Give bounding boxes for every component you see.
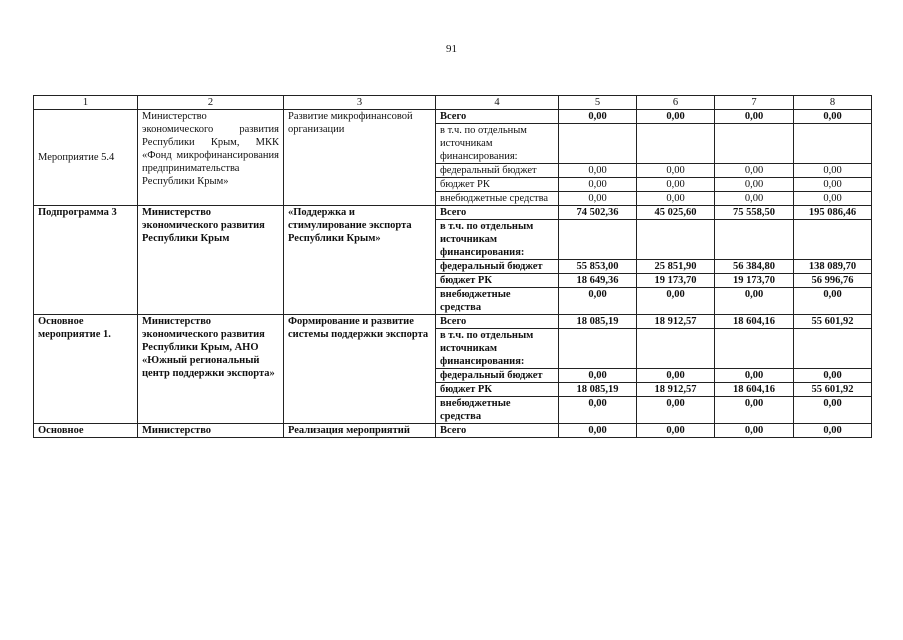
table-row: [34, 315, 872, 329]
amount-cell: 0,00: [794, 424, 872, 438]
amount-cell: 19 173,70: [715, 274, 794, 288]
amount-cell: 0,00: [637, 110, 715, 124]
amount-cell: 0,00: [637, 192, 715, 206]
column-header: 7: [715, 96, 794, 110]
column-header: 4: [436, 96, 559, 110]
measure-name-cell: Формирование и развитие системы поддержки экспорта: [284, 315, 436, 424]
event-cell: Подпрограмма 3: [34, 206, 138, 315]
source-label: внебюджетные средства: [436, 192, 559, 206]
event-cell: Мероприятие 5.4: [34, 110, 138, 206]
amount-cell: [794, 124, 872, 164]
amount-cell: 0,00: [559, 369, 637, 383]
source-label: бюджет РК: [436, 178, 559, 192]
source-label: Всего: [436, 206, 559, 220]
amount-cell: 0,00: [715, 369, 794, 383]
amount-cell: 0,00: [794, 192, 872, 206]
amount-cell: 0,00: [559, 110, 637, 124]
amount-cell: 0,00: [794, 110, 872, 124]
amount-cell: 45 025,60: [637, 206, 715, 220]
amount-cell: 0,00: [715, 110, 794, 124]
column-header: 2: [138, 96, 284, 110]
executor-cell: Министерство экономического развития Республики Крым, АНО «Южный региональный центр поддержки экспорта»: [138, 315, 284, 424]
source-label: в т.ч. по отдельным источникам финансирования:: [436, 329, 559, 369]
amount-cell: 0,00: [794, 178, 872, 192]
amount-cell: [715, 220, 794, 260]
column-header: 1: [34, 96, 138, 110]
amount-cell: 0,00: [794, 164, 872, 178]
executor-cell: Министерство экономического развития Республики Крым, МКК «Фонд микрофинансирования предпринимательства Республики Крым»: [138, 110, 284, 206]
amount-cell: 0,00: [715, 424, 794, 438]
amount-cell: 74 502,36: [559, 206, 637, 220]
amount-cell: 0,00: [637, 424, 715, 438]
amount-cell: 18 912,57: [637, 383, 715, 397]
amount-cell: [715, 329, 794, 369]
amount-cell: 18 604,16: [715, 383, 794, 397]
column-header: 5: [559, 96, 637, 110]
amount-cell: [559, 329, 637, 369]
amount-cell: 18 085,19: [559, 315, 637, 329]
amount-cell: 75 558,50: [715, 206, 794, 220]
amount-cell: 0,00: [715, 397, 794, 424]
amount-cell: 0,00: [715, 192, 794, 206]
amount-cell: 55 601,92: [794, 383, 872, 397]
executor-cell: Министерство экономического развития Республики Крым: [138, 206, 284, 315]
amount-cell: 18 649,36: [559, 274, 637, 288]
amount-cell: 0,00: [559, 424, 637, 438]
table-row: [34, 110, 872, 124]
source-label: бюджет РК: [436, 383, 559, 397]
source-label: федеральный бюджет: [436, 260, 559, 274]
amount-cell: 19 173,70: [637, 274, 715, 288]
amount-cell: 55 853,00: [559, 260, 637, 274]
page-number: 91: [446, 43, 457, 55]
source-label: Всего: [436, 424, 559, 438]
amount-cell: 0,00: [559, 164, 637, 178]
amount-cell: 0,00: [794, 288, 872, 315]
amount-cell: 56 384,80: [715, 260, 794, 274]
source-label: в т.ч. по отдельным источникам финансирования:: [436, 124, 559, 164]
amount-cell: 18 604,16: [715, 315, 794, 329]
source-label: внебюджетные средства: [436, 397, 559, 424]
amount-cell: [559, 124, 637, 164]
source-label: в т.ч. по отдельным источникам финансирования:: [436, 220, 559, 260]
source-label: внебюджетные средства: [436, 288, 559, 315]
amount-cell: 0,00: [794, 397, 872, 424]
amount-cell: 25 851,90: [637, 260, 715, 274]
amount-cell: 0,00: [559, 397, 637, 424]
amount-cell: [559, 220, 637, 260]
amount-cell: [637, 124, 715, 164]
source-label: федеральный бюджет: [436, 369, 559, 383]
amount-cell: 0,00: [715, 164, 794, 178]
amount-cell: [794, 329, 872, 369]
amount-cell: 0,00: [559, 192, 637, 206]
column-header: 6: [637, 96, 715, 110]
amount-cell: 0,00: [559, 288, 637, 315]
measure-name-cell: «Поддержка и стимулирование экспорта Республики Крым»: [284, 206, 436, 315]
financing-table: [33, 95, 872, 438]
amount-cell: 195 086,46: [794, 206, 872, 220]
table-row: [34, 424, 872, 438]
column-header: 8: [794, 96, 872, 110]
source-label: федеральный бюджет: [436, 164, 559, 178]
source-label: Всего: [436, 110, 559, 124]
amount-cell: 18 912,57: [637, 315, 715, 329]
source-label: Всего: [436, 315, 559, 329]
amount-cell: 18 085,19: [559, 383, 637, 397]
amount-cell: 0,00: [715, 178, 794, 192]
header-row: [34, 96, 872, 110]
amount-cell: [637, 220, 715, 260]
source-label: бюджет РК: [436, 274, 559, 288]
amount-cell: 0,00: [637, 397, 715, 424]
measure-name-cell: Развитие микрофинансовой организации: [284, 110, 436, 206]
amount-cell: 56 996,76: [794, 274, 872, 288]
amount-cell: 0,00: [637, 369, 715, 383]
executor-cell: Министерство: [138, 424, 284, 438]
amount-cell: 0,00: [715, 288, 794, 315]
amount-cell: [715, 124, 794, 164]
amount-cell: [637, 329, 715, 369]
measure-name-cell: Реализация мероприятий: [284, 424, 436, 438]
table-row: [34, 206, 872, 220]
amount-cell: 0,00: [637, 178, 715, 192]
column-header: 3: [284, 96, 436, 110]
amount-cell: 0,00: [637, 288, 715, 315]
amount-cell: 0,00: [637, 164, 715, 178]
amount-cell: 138 089,70: [794, 260, 872, 274]
event-cell: Основное мероприятие 1.: [34, 315, 138, 424]
amount-cell: 0,00: [794, 369, 872, 383]
amount-cell: 0,00: [559, 178, 637, 192]
amount-cell: 55 601,92: [794, 315, 872, 329]
amount-cell: [794, 220, 872, 260]
event-cell: Основное: [34, 424, 138, 438]
